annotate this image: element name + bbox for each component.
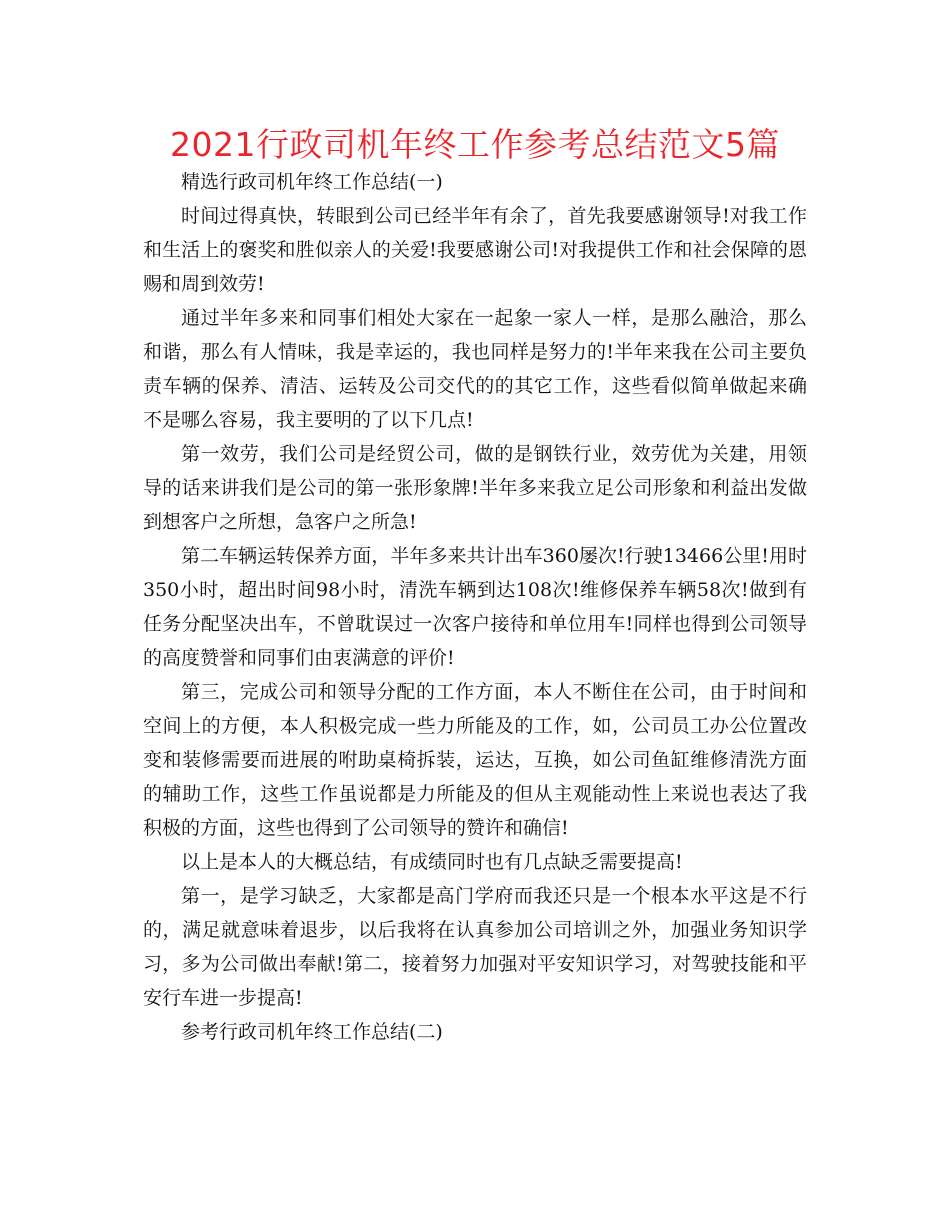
paragraph: 第一效劳，我们公司是经贸公司，做的是钢铁行业，效劳优为关建，用领导的话来讲我们是公司的第一张形象牌!半年多来我立足公司形象和利益出发做到想客户之所想，急客户之所急! bbox=[143, 443, 807, 533]
document-title: 2021行政司机年终工作参考总结范文5篇 bbox=[170, 125, 780, 164]
paragraph: 第一，是学习缺乏，大家都是高门学府而我还只是一个根本水平这是不行的，满足就意味着退步，以后我将在认真参加公司培训之外，加强业务知识学习，多为公司做出奉献!第二，接着努力加强对平安知识学习，对驾驶技能和平安行车进一步提高! bbox=[143, 885, 807, 1009]
section-heading-1: 精选行政司机年终工作总结(一) bbox=[181, 171, 443, 193]
paragraph: 第二车辆运转保养方面，半年多来共计出车360屡次!行驶13466公里!用时350小时，超出时间98小时，清洗车辆到达108次!维修保养车辆58次!做到有任务分配坚决出车，不曾耽误过一次客户接待和单位用车!同样也得到公司领导的高度赞誉和同事们由衷满意的评价! bbox=[143, 545, 807, 669]
paragraph: 时间过得真快，转眼到公司已经半年有余了，首先我要感谢领导!对我工作和生活上的褒奖和胜似亲人的关爱!我要感谢公司!对我提供工作和社会保障的恩赐和周到效劳! bbox=[143, 205, 807, 295]
paragraph: 第三，完成公司和领导分配的工作方面，本人不断住在公司，由于时间和空间上的方便，本人积极完成一些力所能及的工作，如，公司员工办公位置改变和装修需要而进展的咐助桌椅拆装，运达，互换，如公司鱼缸维修清洗方面的辅助工作，这些工作虽说都是力所能及的但从主观能动性上来说也表达了我积极的方面，这些也得到了公司领导的赞许和确信! bbox=[143, 681, 807, 839]
paragraph: 通过半年多来和同事们相处大家在一起象一家人一样，是那么融洽，那么和谐，那么有人情味，我是幸运的，我也同样是努力的!半年来我在公司主要负责车辆的保养、清洁、运转及公司交代的的其它工作，这些看似简单做起来确不是哪么容易，我主要明的了以下几点! bbox=[143, 307, 807, 431]
document-body bbox=[143, 165, 807, 1049]
paragraph: 以上是本人的大概总结，有成绩同时也有几点缺乏需要提高! bbox=[181, 851, 683, 873]
section-heading-2: 参考行政司机年终工作总结(二) bbox=[181, 1021, 443, 1043]
